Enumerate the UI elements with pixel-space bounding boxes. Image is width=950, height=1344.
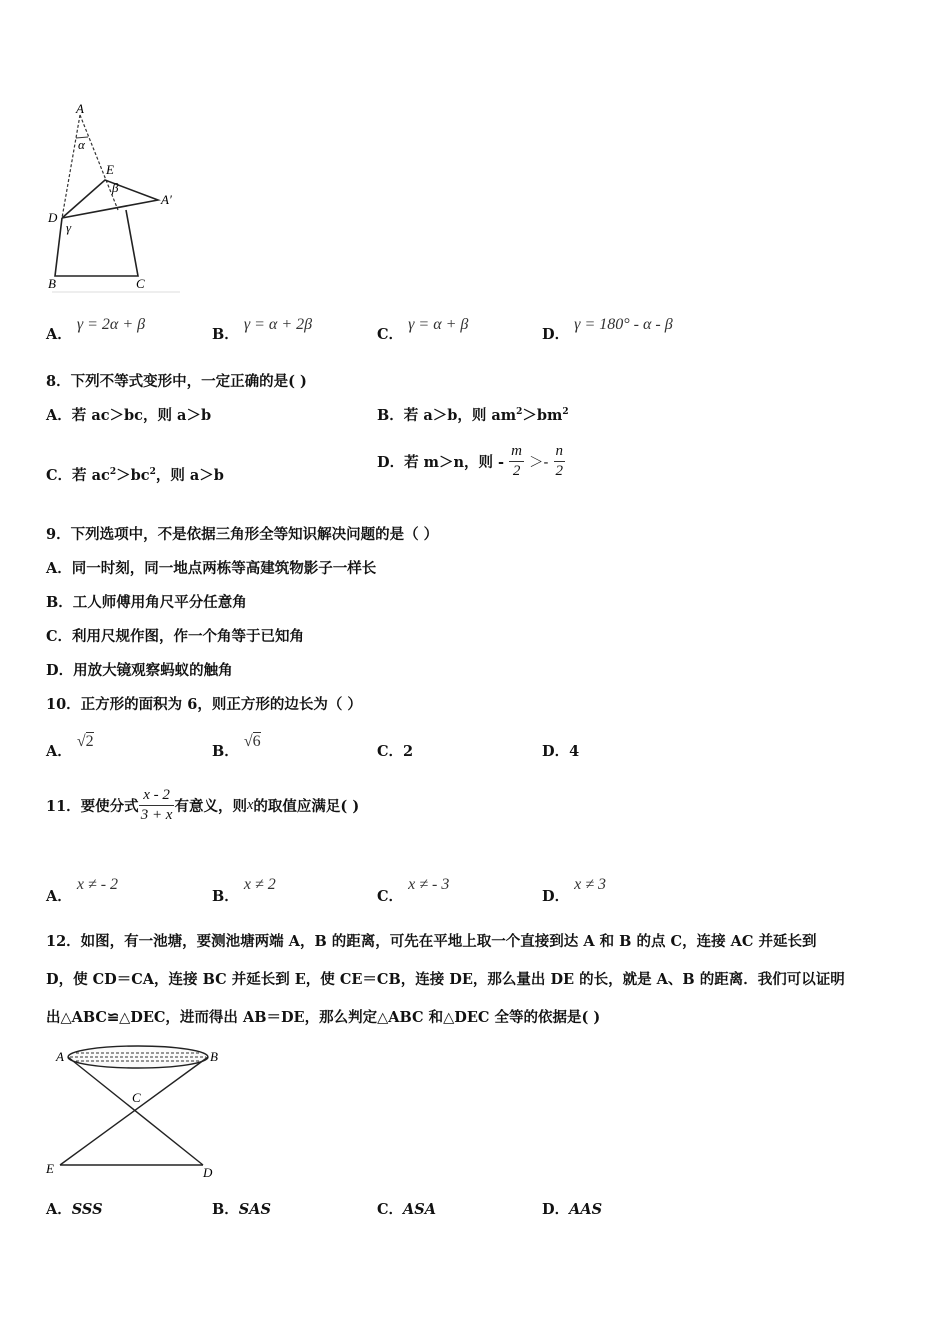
q11-numerator: x - 2 bbox=[139, 786, 175, 806]
q12-option-b-text: SAS bbox=[238, 1201, 271, 1218]
q8-option-c[interactable] bbox=[46, 464, 224, 485]
q10-option-d-text: 4 bbox=[569, 743, 580, 760]
q12-stem-line2: D，使 CD＝CA，连接 BC 并延长到 E，使 CE＝CB，连接 DE，那么量出 DE 的长，就是 A、B 的距离．我们可以证明 bbox=[46, 971, 845, 988]
q7-option-c-letter: C． bbox=[377, 326, 404, 343]
q7-label-beta: β bbox=[112, 180, 119, 195]
q11-fraction bbox=[139, 786, 175, 825]
q7-option-d[interactable] bbox=[542, 316, 673, 344]
q9-option-d[interactable]: D．用放大镜观察蚂蚁的触角 bbox=[46, 662, 233, 679]
q7-option-d-letter: D． bbox=[542, 326, 570, 343]
q12-label-A: A bbox=[56, 1049, 64, 1064]
q7-option-c[interactable] bbox=[377, 316, 469, 344]
q7-option-a-letter: A． bbox=[46, 326, 72, 343]
q8-option-d-frac-n bbox=[554, 442, 566, 481]
q11-option-a-expr: x ≠ - 2 bbox=[76, 876, 119, 893]
q8-option-d[interactable] bbox=[377, 442, 565, 481]
q7-option-c-expr: γ = α + β bbox=[408, 316, 469, 333]
q11-suffix2: 的取值应满足( ) bbox=[253, 798, 360, 815]
q10-option-b-sqrt: √6 bbox=[243, 733, 261, 750]
q8-option-c-post: ，则 a＞b bbox=[155, 467, 224, 484]
q7-label-alpha: α bbox=[78, 137, 85, 152]
q7-label-A: A bbox=[76, 101, 84, 116]
q8-option-b-mid: ＞bm bbox=[522, 407, 563, 424]
q12-line-BE bbox=[60, 1057, 208, 1165]
q11-option-d-expr: x ≠ 3 bbox=[574, 876, 607, 893]
q11-option-c[interactable] bbox=[377, 876, 450, 906]
q8-d-num-m: m bbox=[509, 442, 524, 462]
q11-option-a-letter: A． bbox=[46, 888, 72, 905]
q10-option-c-text: 2 bbox=[403, 743, 414, 760]
q7-label-gamma: γ bbox=[66, 220, 72, 235]
q7-label-C: C bbox=[136, 276, 145, 291]
q10-option-d-letter: D． bbox=[542, 743, 570, 760]
q12-option-d[interactable] bbox=[542, 1198, 602, 1219]
q8-option-d-letter: D． bbox=[377, 454, 405, 471]
q8-stem: 8．下列不等式变形中，一定正确的是( ) bbox=[46, 373, 307, 390]
q9-option-a[interactable]: A．同一时刻，同一地点两栋等高建筑物影子一样长 bbox=[46, 560, 377, 577]
q10-option-a-letter: A． bbox=[46, 743, 72, 760]
q8-option-b-sup2: 2 bbox=[562, 407, 569, 417]
q11-option-b-expr: x ≠ 2 bbox=[243, 876, 276, 893]
q12-option-d-letter: D． bbox=[542, 1201, 570, 1218]
q10-option-b-radicand: 6 bbox=[252, 733, 261, 750]
q12-option-a-text: SSS bbox=[71, 1201, 103, 1218]
q11-option-d[interactable] bbox=[542, 876, 607, 906]
q12-stem-line3: 出△ABC≌△DEC，进而得出 AB＝DE，那么判定△ABC 和△DEC 全等的依据是( ) bbox=[46, 1009, 601, 1026]
q8-option-b-letter: B． bbox=[377, 407, 404, 424]
q12-label-C: C bbox=[132, 1090, 141, 1105]
q8-option-c-sup1: 2 bbox=[109, 467, 117, 477]
q11-option-d-letter: D． bbox=[542, 888, 570, 905]
q11-suffix: 有意义，则 bbox=[174, 798, 247, 815]
q10-option-a-radicand: 2 bbox=[85, 733, 94, 750]
q7-label-D: D bbox=[48, 210, 58, 225]
q10-option-a-sqrt: √2 bbox=[76, 733, 94, 750]
q12-stem-line1: 12．如图，有一池塘，要测池塘两端 A，B 的距离，可先在平地上取一个直接到达 A 和 B 的点 C，连接 AC 并延长到 bbox=[46, 933, 817, 950]
q8-option-a-text: 若 ac＞bc，则 a＞b bbox=[71, 407, 212, 424]
q8-option-b-pre: 若 a＞b，则 am bbox=[403, 407, 517, 424]
q11-option-a[interactable] bbox=[46, 876, 119, 906]
q12-label-E: E bbox=[46, 1161, 54, 1176]
q8-d-den-2b: 2 bbox=[555, 463, 564, 479]
q10-option-a[interactable] bbox=[46, 733, 94, 761]
q10-stem: 10．正方形的面积为 6，则正方形的边长为（ ） bbox=[46, 696, 362, 713]
q10-option-b-letter: B． bbox=[212, 743, 239, 760]
q10-option-c-letter: C． bbox=[377, 743, 404, 760]
q8-option-c-pre: 若 ac bbox=[72, 467, 110, 484]
q12-label-D: D bbox=[203, 1165, 213, 1180]
q7-option-b-letter: B． bbox=[212, 326, 239, 343]
q8-option-c-letter: C． bbox=[46, 467, 73, 484]
q12-option-c-letter: C． bbox=[377, 1201, 404, 1218]
q12-option-b-letter: B． bbox=[212, 1201, 239, 1218]
q7-option-b[interactable] bbox=[212, 316, 313, 344]
q7-option-a-expr: γ = 2α + β bbox=[76, 316, 146, 333]
q7-triangle bbox=[62, 180, 158, 218]
q10-option-b[interactable] bbox=[212, 733, 261, 761]
q12-figure bbox=[40, 1040, 230, 1185]
q8-option-a-letter: A． bbox=[46, 407, 72, 424]
q10-option-d[interactable] bbox=[542, 740, 579, 761]
q7-label-A-prime: A′ bbox=[161, 192, 172, 207]
q12-line-AD bbox=[68, 1057, 203, 1165]
q12-label-B: B bbox=[210, 1049, 218, 1064]
q8-d-den-2a: 2 bbox=[512, 463, 521, 479]
q12-option-d-text: AAS bbox=[569, 1201, 603, 1218]
q9-stem: 9．下列选项中，不是依据三角形全等知识解决问题的是（ ） bbox=[46, 526, 439, 543]
q9-option-c[interactable]: C．利用尺规作图，作一个角等于已知角 bbox=[46, 628, 305, 645]
q7-option-d-expr: γ = 180° - α - β bbox=[574, 316, 673, 333]
q11-stem bbox=[46, 786, 359, 825]
q10-option-c[interactable] bbox=[377, 740, 413, 761]
q7-option-a[interactable] bbox=[46, 316, 146, 344]
q8-option-b[interactable] bbox=[377, 404, 569, 425]
q8-option-d-pre: 若 m＞n，则 - bbox=[404, 454, 505, 471]
q9-option-b[interactable]: B．工人师傅用角尺平分任意角 bbox=[46, 594, 247, 611]
q7-label-B: B bbox=[48, 276, 56, 291]
q11-var: x bbox=[246, 797, 254, 813]
q11-prefix: 11．要使分式 bbox=[46, 798, 139, 815]
q7-label-E: E bbox=[106, 162, 114, 177]
q12-option-a[interactable] bbox=[46, 1198, 103, 1219]
q8-d-num-n: n bbox=[554, 442, 566, 462]
q7-dash-A-D bbox=[62, 115, 80, 218]
q8-option-c-mid: ＞bc bbox=[116, 467, 150, 484]
q11-option-b[interactable] bbox=[212, 876, 276, 906]
q12-option-b[interactable] bbox=[212, 1198, 271, 1219]
q8-option-b-sup1: 2 bbox=[516, 407, 523, 417]
q11-option-c-expr: x ≠ - 3 bbox=[408, 876, 450, 893]
q8-option-c-sup2: 2 bbox=[149, 467, 156, 477]
q8-option-d-op: ＞- bbox=[529, 455, 549, 471]
q11-option-b-letter: B． bbox=[212, 888, 239, 905]
q11-option-c-letter: C． bbox=[377, 888, 404, 905]
q7-option-b-expr: γ = α + 2β bbox=[243, 316, 313, 333]
q11-denominator: 3 + x bbox=[140, 807, 173, 823]
q8-option-a[interactable] bbox=[46, 404, 211, 425]
q12-option-c[interactable] bbox=[377, 1198, 436, 1219]
q12-option-a-letter: A． bbox=[46, 1201, 72, 1218]
q7-figure bbox=[40, 100, 190, 300]
q12-option-c-text: ASA bbox=[403, 1201, 437, 1218]
q8-option-d-frac-m bbox=[509, 442, 524, 481]
